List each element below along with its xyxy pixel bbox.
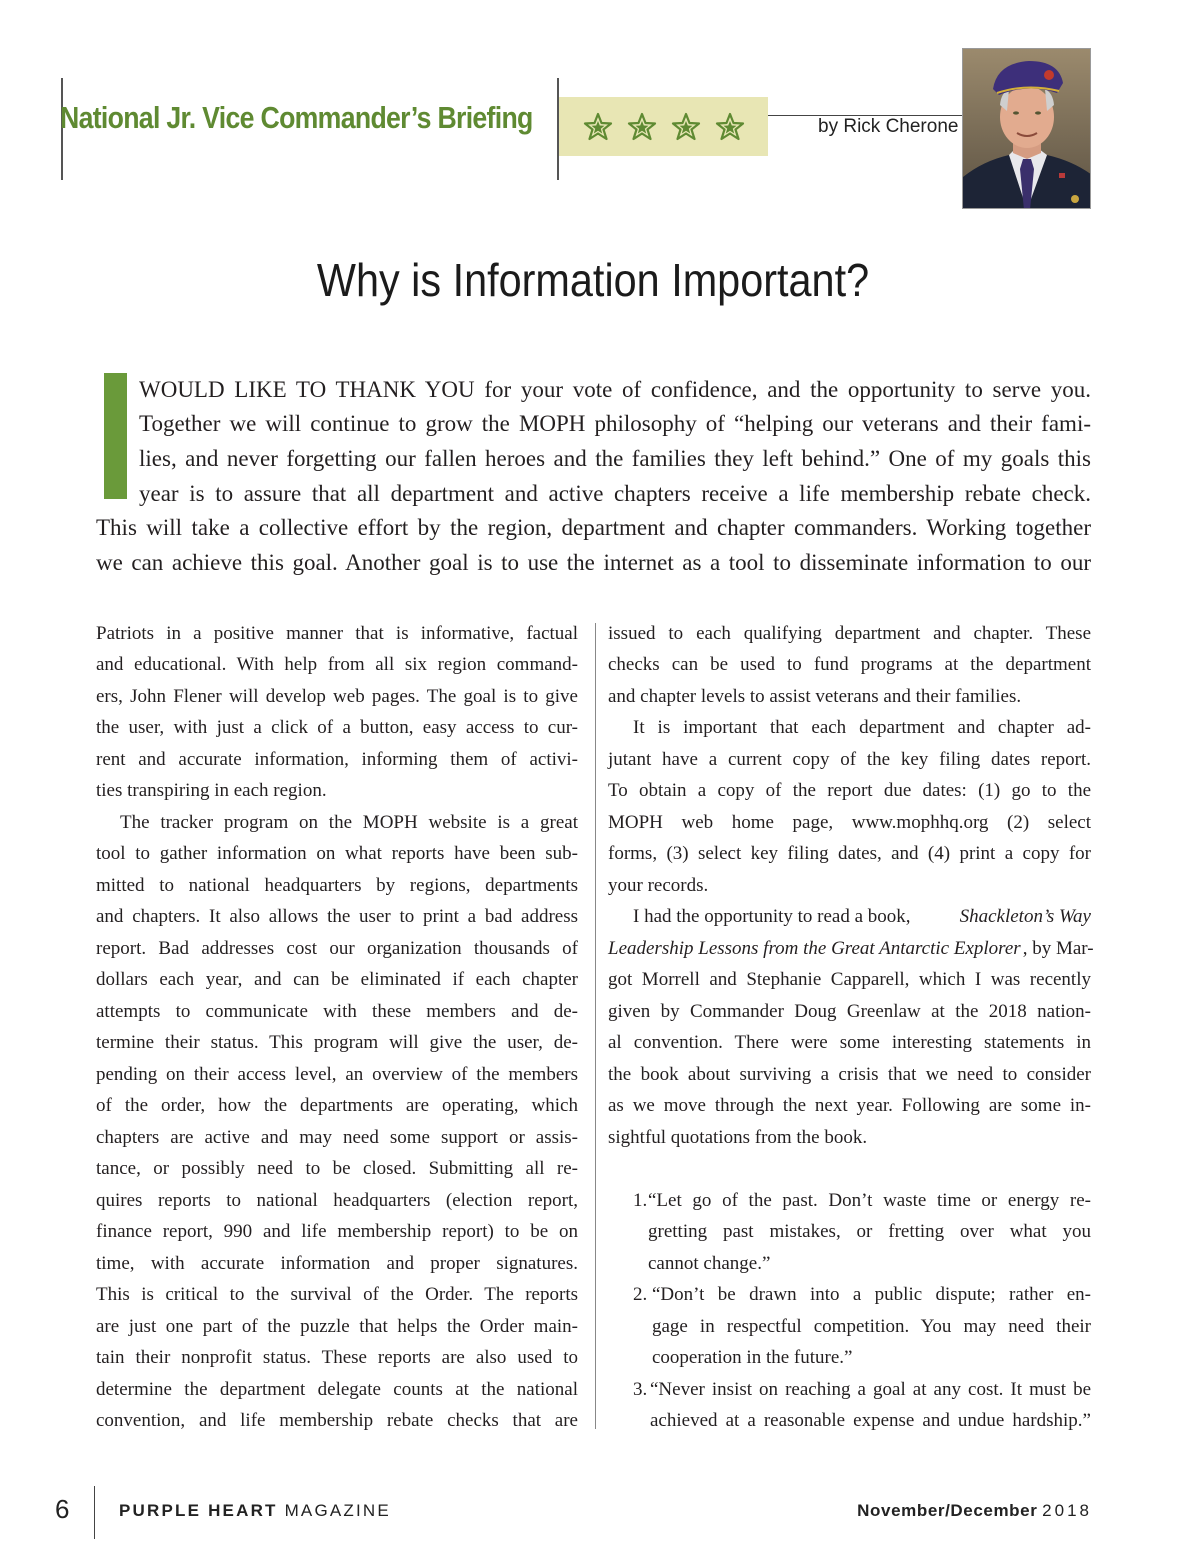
book-title: Shackleton’s Way [959, 906, 1091, 927]
column-divider [595, 623, 596, 1429]
star-icon [715, 112, 745, 142]
intro-line: we can achieve this goal. Another goal is to use the internet as a tool to disseminate information to our [96, 550, 1091, 575]
body-line: tool to gather information on what reports have been sub- [96, 843, 578, 864]
issue-date [857, 1501, 1092, 1521]
quote-line: “Let go of the past. Don’t waste time or energy re- [648, 1190, 1091, 1211]
body-line: To obtain a copy of the report due dates: (1) go to the [608, 780, 1091, 801]
quote-number: 1. [633, 1190, 648, 1211]
body-line: determine the department delegate counts at the national [96, 1379, 578, 1400]
body-line: Patriots in a positive manner that is informative, factual [96, 623, 578, 644]
drop-cap [104, 373, 127, 499]
magazine-name [119, 1501, 391, 1521]
body-line: It is important that each department and chapter ad- [633, 717, 1091, 738]
star-icon [627, 112, 657, 142]
body-line: got Morrell and Stephanie Capparell, which I was recently [608, 969, 1091, 990]
byline: by Rick Cherone [818, 116, 959, 137]
body-line: jutant have a current copy of the key filing dates report. [608, 749, 1091, 770]
quote-line: cannot change.” [648, 1253, 771, 1274]
body-line: The tracker program on the MOPH website is a great [120, 812, 578, 833]
quote-number: 3. [633, 1379, 648, 1400]
star-band [559, 97, 768, 156]
body-line: pending on their access level, an overview of the members [96, 1064, 578, 1085]
body-line: termine their status. This program will give the user, de- [96, 1032, 578, 1053]
body-text: I had the opportunity to read a book, [633, 906, 911, 927]
quote-line: “Never insist on reaching a goal at any cost. It must be [650, 1379, 1091, 1400]
quote-line: gage in respectful competition. You may need their [652, 1316, 1091, 1337]
section-title: National Jr. Vice Commander’s Briefing [60, 100, 533, 135]
body-line [608, 936, 1094, 962]
body-line: This is critical to the survival of the Order. The reports [96, 1284, 578, 1305]
body-line: MOPH web home page, www.mophhq.org (2) select [608, 812, 1091, 833]
body-line: finance report, 990 and life membership report) to be on [96, 1221, 578, 1242]
body-line: given by Commander Doug Greenlaw at the 2018 nation- [608, 1001, 1091, 1022]
body-line: tance, or possibly need to be closed. Submitting all re- [96, 1158, 578, 1179]
intro-line: lies, and never forgetting our fallen heroes and the families they left behind.” One of my goals this [139, 446, 1091, 471]
body-line: your records. [608, 875, 709, 896]
body-line: of the order, how the departments are operating, which [96, 1095, 578, 1116]
intro-line: This will take a collective effort by the region, department and chapter commanders. Working together [96, 515, 1091, 540]
body-line: the user, with just a click of a button, easy access to cur- [96, 717, 578, 738]
footer-divider [94, 1486, 95, 1539]
quote-line: “Don’t be drawn into a public dispute; rather en- [652, 1284, 1091, 1305]
author-photo [962, 48, 1091, 209]
body-line: and educational. With help from all six region command- [96, 654, 578, 675]
body-line: convention, and life membership rebate checks that are [96, 1410, 578, 1431]
intro-line: WOULD LIKE TO THANK YOU for your vote of confidence, and the opportunity to serve you. [139, 377, 1091, 402]
body-line: quires reports to national headquarters (election report, [96, 1190, 578, 1211]
body-line: chapters are active and may need some support or assis- [96, 1127, 578, 1148]
magazine-name-bold: PURPLE HEART [119, 1501, 278, 1520]
body-line: dollars each year, and can be eliminated if each chapter [96, 969, 578, 990]
intro-line: Together we will continue to grow the MOPH philosophy of “helping our veterans and their fami- [139, 411, 1091, 436]
body-line: issued to each qualifying department and chapter. These [608, 623, 1091, 644]
star-icon [671, 112, 701, 142]
quote-line: achieved at a reasonable expense and undue hardship.” [650, 1410, 1091, 1431]
body-line: time, with accurate information and proper signatures. [96, 1253, 578, 1274]
page-number: 6 [55, 1494, 70, 1524]
body-line: attempts to communicate with these members and de- [96, 1001, 578, 1022]
body-line: mitted to national headquarters by regions, departments [96, 875, 578, 896]
book-subtitle: Leadership Lessons from the Great Antarctic Explorer [608, 938, 1021, 959]
body-line: and chapter levels to assist veterans and their families. [608, 686, 1022, 707]
body-line: are just one part of the puzzle that helps the Order main- [96, 1316, 578, 1337]
body-line: and chapters. It also allows the user to print a bad address [96, 906, 578, 927]
star-icon [583, 112, 613, 142]
magazine-name-rest: MAGAZINE [277, 1501, 391, 1520]
body-line: as we move through the next year. Following are some in- [608, 1095, 1091, 1116]
article-headline: Why is Information Important? [316, 254, 870, 306]
body-text: , by Mar- [1022, 938, 1094, 959]
quote-number: 2. [633, 1284, 648, 1305]
body-line: rent and accurate information, informing them of activi- [96, 749, 578, 770]
body-line [633, 904, 1091, 930]
issue-months: November/December [857, 1501, 1038, 1520]
body-line: forms, (3) select key filing dates, and (4) print a copy for [608, 843, 1091, 864]
body-line: sightful quotations from the book. [608, 1127, 868, 1148]
quote-line: gretting past mistakes, or fretting over what you [648, 1221, 1091, 1242]
body-line: ties transpiring in each region. [96, 780, 327, 801]
body-line: checks can be used to fund programs at the department [608, 654, 1091, 675]
body-line: the book about surviving a crisis that we need to consider [608, 1064, 1091, 1085]
body-line: report. Bad addresses cost our organization thousands of [96, 938, 578, 959]
body-line: tain their nonprofit status. These reports are also used to [96, 1347, 578, 1368]
intro-line: year is to assure that all department and active chapters receive a life membership rebate check. [139, 481, 1091, 506]
body-line: ers, John Flener will develop web pages. The goal is to give [96, 686, 578, 707]
quote-line: cooperation in the future.” [652, 1347, 853, 1368]
body-line: al convention. There were some interesting statements in [608, 1032, 1091, 1053]
issue-year: 2018 [1042, 1501, 1092, 1520]
